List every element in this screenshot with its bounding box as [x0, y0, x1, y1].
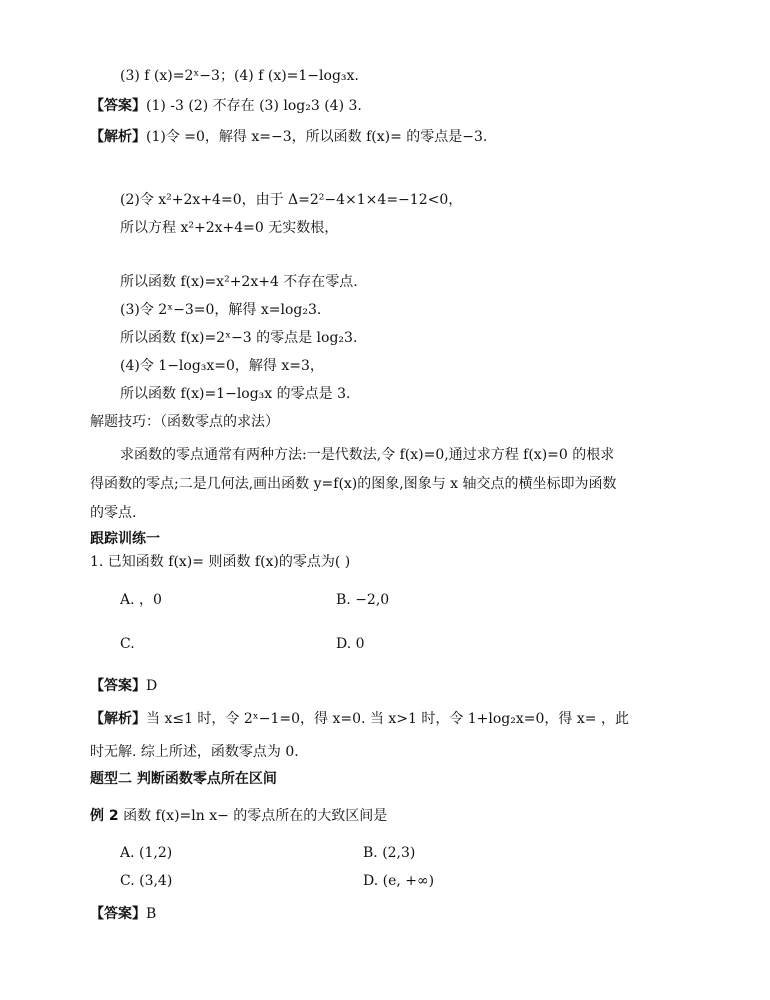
- example-line: [90, 806, 387, 826]
- paragraph-line: 求函数的零点通常有两种方法:一是代数法,令 f(x)=0,通过求方程 f(x)=0 的根求: [120, 447, 615, 463]
- tip-heading: 解题技巧：（函数零点的求法）: [90, 414, 279, 430]
- text-line: 所以函数 f(x)=2ˣ−3 的零点是 log₂3.: [120, 330, 358, 346]
- option-c: C.: [120, 636, 135, 652]
- option-d: D. 0: [336, 636, 365, 652]
- text-line: (4)令 1−log₃x=0，解得 x=3，: [120, 358, 324, 374]
- analysis-text: 当 x≤1 时，令 2ˣ−1=0，得 x=0. 当 x>1 时，令 1+log₂x=0，得 x= ，此: [146, 711, 629, 727]
- answer-label: 【答案】: [90, 678, 146, 694]
- analysis-text: (1)令 =0，解得 x=−3，所以函数 f(x)= 的零点是−3.: [146, 129, 488, 145]
- example-text: 函数 f(x)=ln x− 的零点所在的大致区间是: [118, 808, 388, 824]
- analysis-line: [90, 127, 487, 147]
- answer-label: 【答案】: [90, 98, 146, 114]
- section-heading: 跟踪训练一: [90, 531, 160, 547]
- answer-line: [90, 676, 157, 696]
- option-b: B. −2,0: [336, 592, 390, 608]
- text-line: 所以函数 f(x)=1−log₃x 的零点是 3.: [120, 386, 351, 402]
- answer-line: [90, 96, 362, 116]
- paragraph-line: 的零点.: [90, 505, 137, 521]
- question-line: 1. 已知函数 f(x)= 则函数 f(x)的零点为( ): [90, 554, 351, 570]
- answer-text: (1) -3 (2) 不存在 (3) log₂3 (4) 3.: [146, 98, 362, 114]
- option-c: C. (3,4): [120, 873, 173, 889]
- paragraph-line: 得函数的零点;二是几何法,画出函数 y=f(x)的图象,图象与 x 轴交点的横坐标即为函数: [90, 476, 617, 492]
- analysis-line: [90, 709, 629, 729]
- analysis-continuation: 时无解. 综上所述，函数零点为 0.: [90, 744, 299, 760]
- analysis-label: 【解析】: [90, 129, 146, 145]
- text-line: 所以方程 x²+2x+4=0 无实数根，: [120, 220, 339, 236]
- option-b: B. (2,3): [363, 845, 416, 861]
- option-a: A. (1,2): [120, 845, 173, 861]
- answer-text: B: [146, 906, 157, 922]
- option-a: A. ，0: [120, 592, 162, 608]
- answer-label: 【答案】: [90, 906, 146, 922]
- option-d: D. (e, +∞): [363, 873, 435, 889]
- analysis-label: 【解析】: [90, 711, 146, 727]
- text-line: (2)令 x²+2x+4=0，由于 Δ=2²−4×1×4=−12<0，: [120, 192, 463, 208]
- text-line: (3) f (x)=2ˣ−3；(4) f (x)=1−log₃x.: [120, 68, 359, 84]
- text-line: (3)令 2ˣ−3=0，解得 x=log₂3.: [120, 302, 322, 318]
- answer-text: D: [146, 678, 158, 694]
- answer-line: [90, 904, 156, 924]
- section-heading: 题型二 判断函数零点所在区间: [90, 771, 277, 787]
- example-label: 例 2: [90, 808, 119, 824]
- text-line: 所以函数 f(x)=x²+2x+4 不存在零点.: [120, 274, 358, 290]
